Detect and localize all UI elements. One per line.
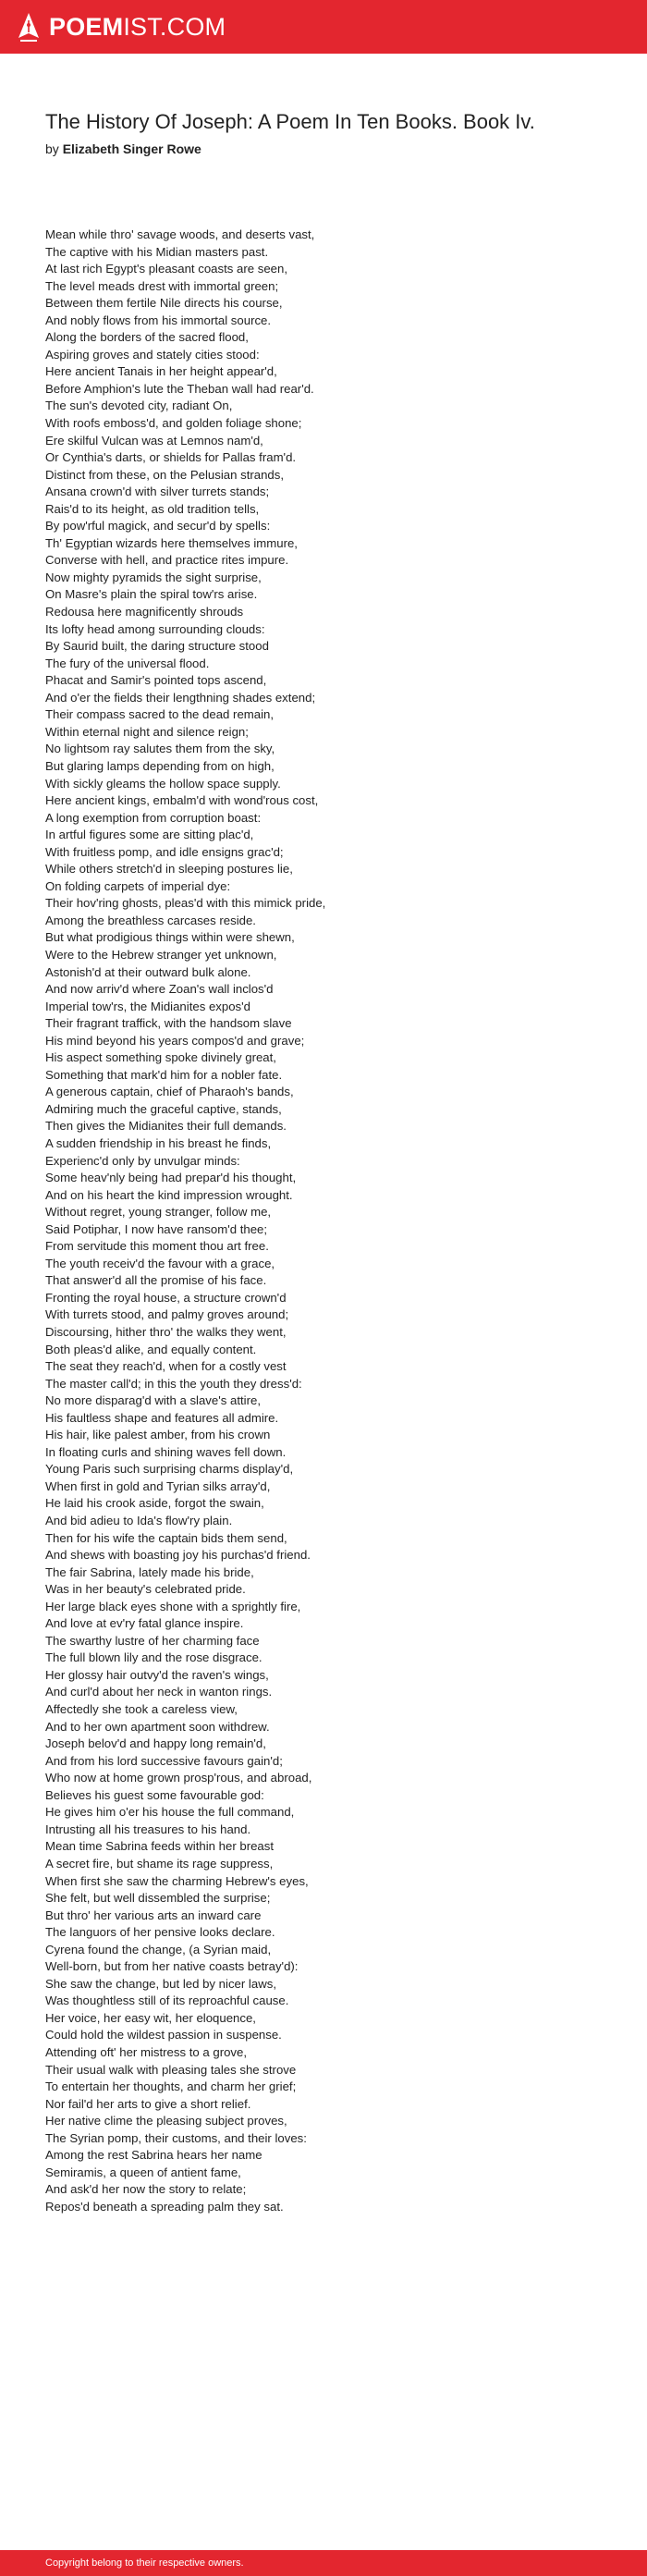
brand-rest: IST.COM <box>123 13 226 41</box>
poem-line: But what prodigious things within were shewn, <box>45 930 295 945</box>
poem-line: Mean time Sabrina feeds within her breast <box>45 1839 275 1854</box>
site-logo-text <box>49 12 226 42</box>
poem-line: And love at ev'ry fatal glance inspire. <box>45 1616 244 1631</box>
poem-line: Phacat and Samir's pointed tops ascend, <box>45 673 267 688</box>
poem-line: Was thoughtless still of its reproachful cause. <box>45 1993 289 2008</box>
poem-line: Believes his guest some favourable god: <box>45 1787 264 1802</box>
poem-line: And nobly flows from his immortal source. <box>45 313 272 327</box>
poem-line: Aspiring groves and stately cities stood: <box>45 347 260 362</box>
poem-line: Her native clime the pleasing subject proves, <box>45 2114 287 2128</box>
poem-line: Something that mark'd him for a nobler fate. <box>45 1067 283 1082</box>
poem-line: And bid adieu to Ida's flow'ry plain. <box>45 1514 233 1528</box>
poem-line: Redousa here magnificently shrouds <box>45 605 244 619</box>
byline-prefix: by <box>45 141 59 156</box>
poem-line: Their fragrant traffick, with the handsom slave <box>45 1016 292 1031</box>
poem-line: But thro' her various arts an inward care <box>45 1907 262 1922</box>
poem-line: Fronting the royal house, a structure crown'd <box>45 1290 287 1305</box>
poem-line: Her voice, her easy wit, her eloquence, <box>45 2010 256 2025</box>
poem-line: Among the rest Sabrina hears her name <box>45 2148 262 2163</box>
poem-line: His faultless shape and features all admire. <box>45 1410 279 1425</box>
poem-line: By Saurid built, the daring structure stood <box>45 639 269 654</box>
poem-line: Their hov'ring ghosts, pleas'd with this mimick pride, <box>45 896 326 911</box>
poem-line: With fruitless pomp, and idle ensigns grac'd; <box>45 844 284 859</box>
poem-line: A generous captain, chief of Pharaoh's bands, <box>45 1085 294 1099</box>
poem-line: And o'er the fields their lengthning shades extend; <box>45 690 316 705</box>
poem-line: Then gives the Midianites their full demands. <box>45 1119 287 1134</box>
poem-line: Among the breathless carcases reside. <box>45 913 256 927</box>
poem-line: The youth receiv'd the favour with a grace, <box>45 1256 275 1270</box>
poem-line: Repos'd beneath a spreading palm they sat. <box>45 2199 284 2214</box>
author-link[interactable]: Elizabeth Singer Rowe <box>62 141 201 156</box>
poem-line: The sun's devoted city, radiant On, <box>45 399 233 413</box>
poem-line: She saw the change, but led by nicer laws, <box>45 1976 276 1991</box>
poem-line: Nor fail'd her arts to give a short relief. <box>45 2096 251 2111</box>
poem-line: Affectedly she took a careless view, <box>45 1702 238 1717</box>
poem-line: The full blown lily and the rose disgrace. <box>45 1650 262 1665</box>
poem-line: Some heav'nly being had prepar'd his thought, <box>45 1171 297 1185</box>
poem-line: Semiramis, a queen of antient fame, <box>45 2165 241 2179</box>
poem-line: And shews with boasting joy his purchas'd friend. <box>45 1548 311 1563</box>
poem-line: A secret fire, but shame its rage suppress, <box>45 1856 274 1871</box>
poem-line: The master call'd; in this the youth they dress'd: <box>45 1376 302 1391</box>
poem-line: The swarthy lustre of her charming face <box>45 1633 260 1648</box>
poem-line: Distinct from these, on the Pelusian strands, <box>45 467 285 482</box>
poem-line: Both pleas'd alike, and equally content. <box>45 1342 257 1356</box>
poem-line: Th' Egyptian wizards here themselves immure, <box>45 535 298 550</box>
poem-line: With sickly gleams the hollow space supply. <box>45 776 281 791</box>
poem-line: Imperial tow'rs, the Midianites expos'd <box>45 999 250 1013</box>
poem-line: Her large black eyes shone with a sprightly fire, <box>45 1599 301 1613</box>
poem-line: Was in her beauty's celebrated pride. <box>45 1582 246 1597</box>
poem-line: Without regret, young stranger, follow me, <box>45 1205 272 1220</box>
poem-line: At last rich Egypt's pleasant coasts are seen, <box>45 262 288 276</box>
poem-line: Mean while thro' savage woods, and deserts vast, <box>45 227 315 241</box>
site-header <box>0 0 647 54</box>
poem-line: In artful figures some are sitting plac'd, <box>45 828 254 842</box>
poem-line: And ask'd her now the story to relate; <box>45 2182 247 2197</box>
poem-line: By pow'rful magick, and secur'd by spells: <box>45 519 271 534</box>
poem-line: Ere skilful Vulcan was at Lemnos nam'd, <box>45 433 263 448</box>
poem-line: On folding carpets of imperial dye: <box>45 878 231 893</box>
poem-line: Well-born, but from her native coasts betray'd): <box>45 1959 299 1974</box>
poem-line: Now mighty pyramids the sight surprise, <box>45 570 262 584</box>
poem-line: In floating curls and shining waves fell down. <box>45 1444 287 1459</box>
poem-line: No more disparag'd with a slave's attire, <box>45 1393 261 1408</box>
poem-line: Could hold the wildest passion in suspense. <box>45 2028 282 2042</box>
poem-line: Experienc'd only by unvulgar minds: <box>45 1153 240 1168</box>
page-title: The History Of Joseph: A Poem In Ten Books. Book Iv. <box>45 110 535 133</box>
poem-line: Within eternal night and silence reign; <box>45 724 249 739</box>
poem-line: Attending oft' her mistress to a grove, <box>45 2044 248 2059</box>
poem-line: That answer'd all the promise of his face. <box>45 1273 267 1288</box>
poem-line: Intrusting all his treasures to his hand. <box>45 1822 251 1836</box>
poem-line: With roofs emboss'd, and golden foliage shone; <box>45 416 302 431</box>
poem-line: To entertain her thoughts, and charm her grief; <box>45 2079 297 2094</box>
quill-nib-icon <box>17 12 41 42</box>
poem-line: Their usual walk with pleasing tales she strove <box>45 2062 297 2077</box>
poem-line: Rais'd to its height, as old tradition tells, <box>45 501 260 516</box>
poem-line: He gives him o'er his house the full command, <box>45 1805 295 1820</box>
poem-line: Astonish'd at their outward bulk alone. <box>45 964 251 979</box>
poem-line: Discoursing, hither thro' the walks they went, <box>45 1325 287 1339</box>
poem-line: Admiring much the graceful captive, stands, <box>45 1101 282 1116</box>
poem-line: The Syrian pomp, their customs, and their loves: <box>45 2130 307 2145</box>
poem-line: And curl'd about her neck in wanton rings. <box>45 1685 273 1699</box>
poem-line: And on his heart the kind impression wrought. <box>45 1187 293 1202</box>
poem-line: Before Amphion's lute the Theban wall had rear'd. <box>45 381 314 396</box>
poem-line: Were to the Hebrew stranger yet unknown, <box>45 947 277 962</box>
poem-line: From servitude this moment thou art free. <box>45 1239 269 1254</box>
poem-line: His aspect something spoke divinely great, <box>45 1050 276 1065</box>
poem-line: And now arriv'd where Zoan's wall inclos'd <box>45 982 274 997</box>
poem-line: On Masre's plain the spiral tow'rs arise. <box>45 587 258 602</box>
poem-line: The captive with his Midian masters past. <box>45 244 269 259</box>
poem-line: The level meads drest with immortal green; <box>45 278 279 293</box>
poem-line: The fair Sabrina, lately made his bride, <box>45 1564 254 1579</box>
poem-line: Said Potiphar, I now have ransom'd thee; <box>45 1221 268 1236</box>
poem-header <box>45 109 609 157</box>
poem-line: The fury of the universal flood. <box>45 656 210 670</box>
poem-line: Here ancient Tanais in her height appear'd, <box>45 364 277 379</box>
poem-line: Along the borders of the sacred flood, <box>45 330 249 345</box>
site-logo[interactable] <box>17 12 226 42</box>
poem-line: While others stretch'd in sleeping postures lie, <box>45 862 293 877</box>
copyright-text: Copyright belong to their respective owners. <box>45 2558 244 2569</box>
poem-line: And from his lord successive favours gain'd; <box>45 1753 283 1768</box>
poem-line: Joseph belov'd and happy long remain'd, <box>45 1736 266 1751</box>
poem-line: But glaring lamps depending from on high, <box>45 758 275 773</box>
poem-body <box>45 227 618 2215</box>
poem-line: Between them fertile Nile directs his course, <box>45 296 283 311</box>
poem-line: The seat they reach'd, when for a costly vest <box>45 1359 287 1374</box>
poem-line: Its lofty head among surrounding clouds: <box>45 621 265 636</box>
poem-line: He laid his crook aside, forgot the swain, <box>45 1496 264 1511</box>
poem-line: Who now at home grown prosp'rous, and abroad, <box>45 1771 312 1785</box>
poem-line: Her glossy hair outvy'd the raven's wings, <box>45 1667 269 1682</box>
poem-line: She felt, but well dissembled the surprise; <box>45 1891 271 1906</box>
poem-line: His hair, like palest amber, from his crown <box>45 1428 271 1442</box>
poem-line: Here ancient kings, embalm'd with wond'rous cost, <box>45 793 319 808</box>
poem-line: Cyrena found the change, (a Syrian maid, <box>45 1942 272 1957</box>
poem-line: No lightsom ray salutes them from the sky, <box>45 742 275 756</box>
poem-line: Their compass sacred to the dead remain, <box>45 707 275 722</box>
poem-line: Or Cynthia's darts, or shields for Pallas fram'd. <box>45 450 297 465</box>
byline <box>45 141 609 157</box>
poem-line: Young Paris such surprising charms display'd, <box>45 1462 294 1477</box>
poem-line: His mind beyond his years compos'd and grave; <box>45 1033 305 1048</box>
poem-line: And to her own apartment soon withdrew. <box>45 1719 270 1734</box>
poem-line: When first she saw the charming Hebrew's eyes, <box>45 1873 309 1888</box>
poem-line: A sudden friendship in his breast he finds, <box>45 1135 272 1150</box>
poem-line: Then for his wife the captain bids them send, <box>45 1530 287 1545</box>
poem-line: A long exemption from corruption boast: <box>45 810 262 825</box>
poem-line: Converse with hell, and practice rites impure. <box>45 553 289 568</box>
poem-line: When first in gold and Tyrian silks array'd, <box>45 1478 271 1493</box>
site-footer <box>0 2550 647 2576</box>
brand-bold: POEM <box>49 13 124 41</box>
poem-line: The languors of her pensive looks declare. <box>45 1925 275 1940</box>
poem-line: Ansana crown'd with silver turrets stands; <box>45 485 270 499</box>
poem-line: With turrets stood, and palmy groves around; <box>45 1307 289 1322</box>
